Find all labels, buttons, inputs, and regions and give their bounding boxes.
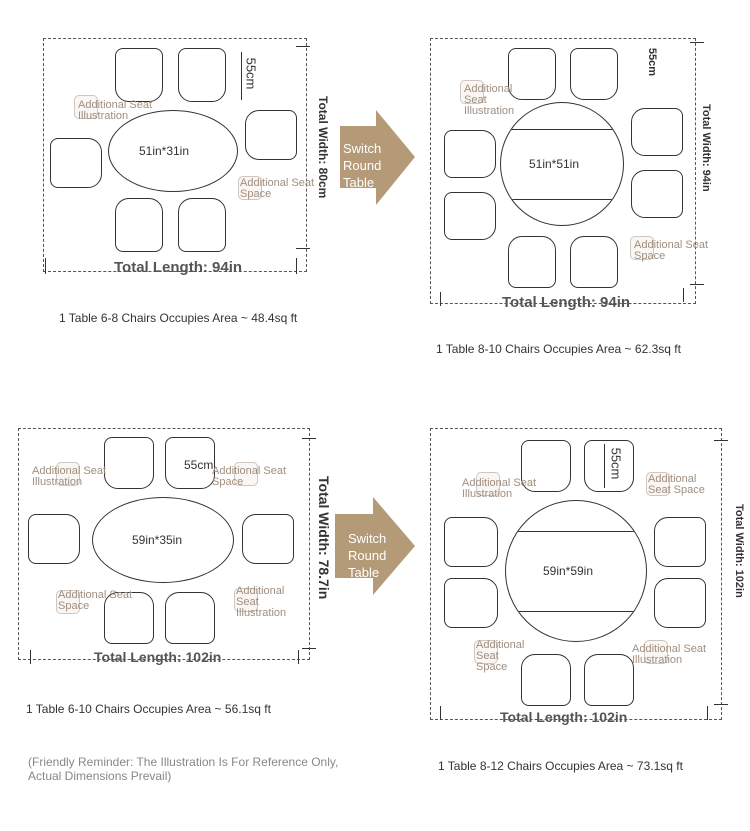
total-length-label: Total Length: 94in bbox=[502, 294, 631, 311]
chair bbox=[242, 514, 294, 564]
arrow-label: Switch Round Table bbox=[343, 141, 382, 190]
total-width-label: Total Width: 78.7in bbox=[316, 476, 332, 600]
additional-seat-space-label: Additional Seat Space bbox=[476, 639, 525, 673]
additional-seat-illustration-label: Additional Seat Illustration bbox=[236, 585, 287, 619]
total-length-label: Total Length: 102in bbox=[500, 709, 628, 725]
oval-table bbox=[92, 497, 234, 583]
chair bbox=[444, 192, 496, 240]
total-width-label: Total Width: 102in bbox=[733, 504, 745, 598]
dimension-tick bbox=[302, 648, 316, 649]
dimension-tick bbox=[296, 46, 310, 47]
chair bbox=[570, 48, 618, 100]
chair bbox=[654, 517, 706, 567]
dimension-tick bbox=[45, 258, 46, 274]
total-width-label: Total Width: 80cm bbox=[316, 96, 330, 199]
chair bbox=[508, 236, 556, 288]
chair bbox=[115, 198, 163, 252]
chair bbox=[178, 198, 226, 252]
additional-seat-illustration-label: Additional Seat Illustration bbox=[462, 477, 536, 500]
dimension-tick bbox=[440, 292, 441, 306]
round-table bbox=[505, 500, 647, 642]
additional-seat-space-label: Additional Seat Space bbox=[634, 239, 708, 262]
chair bbox=[584, 654, 634, 706]
additional-seat-space-label: Additional Seat Space bbox=[58, 589, 132, 612]
arrow-label: Switch Round Table bbox=[348, 531, 387, 580]
table-size-label: 59in*35in bbox=[131, 533, 183, 547]
total-width-label: Total Width: 94in bbox=[700, 104, 712, 192]
chair bbox=[631, 170, 683, 218]
area-caption: 1 Table 6-10 Chairs Occupies Area ~ 56.1sq ft bbox=[26, 702, 271, 716]
table-size-label: 51in*51in bbox=[528, 157, 580, 171]
additional-seat-illustration-label: Additional Seat Illustration bbox=[632, 643, 706, 666]
additional-seat-illustration-label: Additional Seat Illustration bbox=[78, 99, 152, 122]
chair bbox=[165, 592, 215, 644]
dimension-tick bbox=[296, 258, 297, 274]
chair bbox=[50, 138, 102, 188]
area-caption: 1 Table 6-8 Chairs Occupies Area ~ 48.4sq ft bbox=[59, 311, 298, 325]
dimension-tick bbox=[690, 284, 704, 285]
total-length-label: Total Length: 94in bbox=[114, 259, 243, 276]
chair-dimension-label: 55cm bbox=[243, 57, 259, 90]
chair bbox=[28, 514, 80, 564]
dimension-tick bbox=[683, 288, 684, 302]
chair bbox=[115, 48, 163, 102]
dimension-tick bbox=[690, 42, 704, 43]
chair bbox=[444, 517, 498, 567]
dimension-tick bbox=[296, 248, 310, 249]
oval-table bbox=[108, 110, 238, 192]
additional-seat-space-label: Additional Seat Space bbox=[648, 473, 705, 496]
chair bbox=[654, 578, 706, 628]
friendly-reminder: (Friendly Reminder: The Illustration Is For Reference Only, Actual Dimensions Prevail) bbox=[28, 755, 339, 783]
area-caption: 1 Table 8-10 Chairs Occupies Area ~ 62.3sq ft bbox=[436, 342, 681, 356]
table-size-label: 59in*59in bbox=[542, 564, 594, 578]
dimension-tick bbox=[440, 706, 441, 720]
chair bbox=[631, 108, 683, 156]
round-table bbox=[500, 102, 624, 226]
chair bbox=[245, 110, 297, 160]
dimension-tick bbox=[707, 706, 708, 720]
additional-seat-illustration-label: Additional Seat Illustration bbox=[464, 83, 515, 117]
total-length-label: Total Length: 102in bbox=[94, 649, 222, 665]
chair-dimension-label: 55cm bbox=[184, 458, 214, 472]
additional-seat-space-label: Additional Seat Space bbox=[240, 177, 314, 200]
chair-dimension-label: 55cm bbox=[646, 47, 659, 77]
chair bbox=[444, 130, 496, 178]
chair bbox=[570, 236, 618, 288]
chair-dimension-line bbox=[604, 444, 605, 488]
chair bbox=[178, 48, 226, 102]
additional-seat-illustration-label: Additional Seat Illustration bbox=[32, 465, 106, 488]
dimension-tick bbox=[30, 650, 31, 664]
dimension-tick bbox=[298, 650, 299, 664]
dimension-tick bbox=[714, 440, 728, 441]
dimension-tick bbox=[714, 704, 728, 705]
area-caption: 1 Table 8-12 Chairs Occupies Area ~ 73.1sq ft bbox=[438, 759, 683, 773]
chair bbox=[444, 578, 498, 628]
table-size-label: 51in*31in bbox=[138, 144, 190, 158]
additional-seat-space-label: Additional Seat Space bbox=[212, 465, 286, 488]
dimension-tick bbox=[302, 438, 316, 439]
chair-dimension-label: 55cm bbox=[608, 447, 624, 480]
chair-dimension-line bbox=[241, 52, 242, 100]
